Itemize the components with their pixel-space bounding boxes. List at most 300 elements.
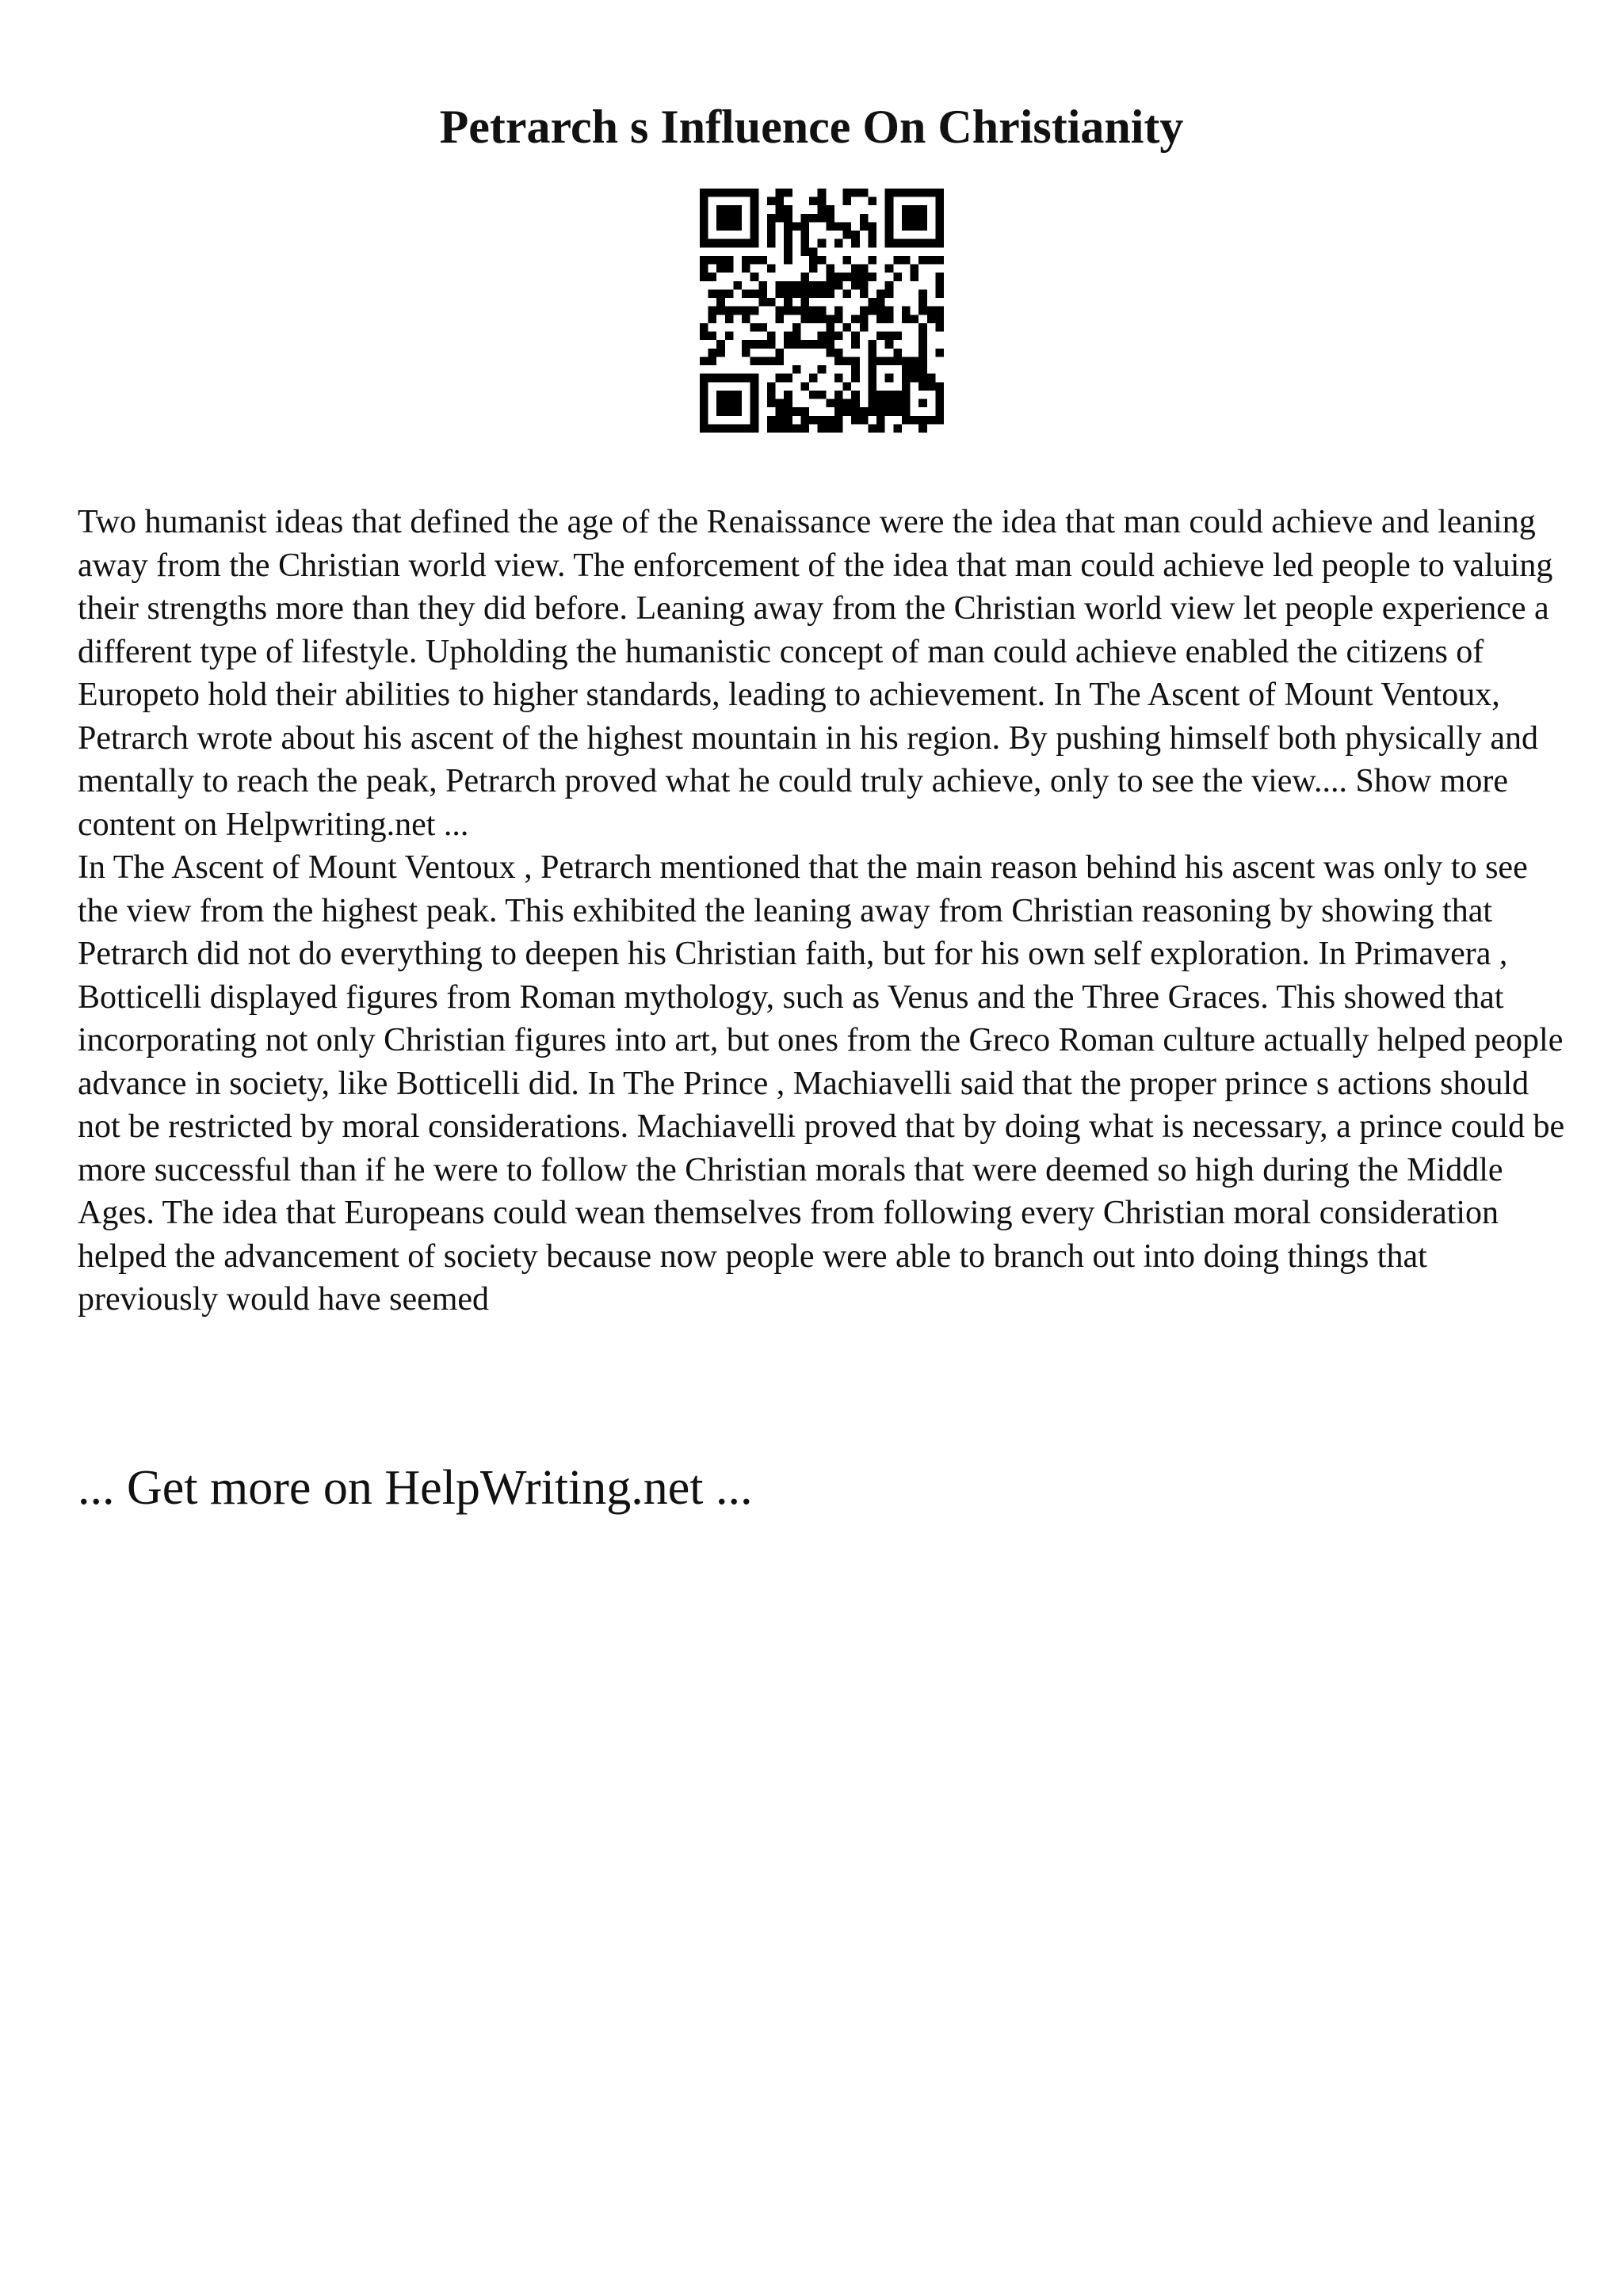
qr-module xyxy=(911,214,919,223)
qr-module xyxy=(776,281,785,290)
qr-module xyxy=(784,298,792,307)
qr-module xyxy=(792,424,801,433)
qr-module xyxy=(860,307,869,315)
qr-module xyxy=(860,281,869,290)
qr-module xyxy=(851,239,860,248)
qr-module xyxy=(868,197,876,206)
qr-module xyxy=(902,391,911,399)
qr-module xyxy=(700,205,708,214)
qr-module xyxy=(935,416,944,425)
qr-module xyxy=(893,273,902,281)
qr-module xyxy=(708,289,717,298)
qr-module xyxy=(911,239,919,248)
qr-module xyxy=(902,399,911,408)
qr-module xyxy=(800,315,809,323)
qr-module xyxy=(885,332,894,341)
qr-module xyxy=(708,256,717,265)
qr-module xyxy=(750,273,759,281)
qr-module xyxy=(935,391,944,399)
qr-module xyxy=(700,214,708,223)
qr-module xyxy=(834,391,843,399)
qr-module xyxy=(918,189,927,197)
qr-module xyxy=(725,256,734,265)
qr-module xyxy=(868,349,876,357)
qr-module xyxy=(851,399,860,408)
qr-module xyxy=(902,357,911,365)
qr-module xyxy=(758,357,767,365)
qr-module xyxy=(708,357,717,365)
qr-module xyxy=(911,222,919,231)
qr-module xyxy=(716,189,725,197)
qr-module xyxy=(826,416,834,425)
qr-module xyxy=(851,231,860,239)
qr-module xyxy=(750,222,759,231)
qr-module xyxy=(826,289,834,298)
qr-module xyxy=(834,349,843,357)
qr-module xyxy=(885,307,894,315)
qr-module xyxy=(834,357,843,365)
qr-module xyxy=(725,265,734,273)
qr-module xyxy=(708,332,717,341)
qr-module xyxy=(776,197,785,206)
qr-module xyxy=(826,424,834,433)
qr-module xyxy=(893,256,902,265)
qr-module xyxy=(911,357,919,365)
qr-module xyxy=(902,307,911,315)
qr-module xyxy=(843,189,852,197)
qr-module xyxy=(742,265,750,273)
qr-module xyxy=(902,189,911,197)
qr-module xyxy=(750,256,759,265)
qr-module xyxy=(809,307,818,315)
qr-module xyxy=(876,289,885,298)
qr-module xyxy=(809,374,818,383)
qr-module xyxy=(885,231,894,239)
qr-module xyxy=(885,357,894,365)
qr-module xyxy=(885,281,894,290)
qr-module xyxy=(834,416,843,425)
qr-module xyxy=(800,424,809,433)
qr-module xyxy=(767,391,776,399)
qr-module xyxy=(776,424,785,433)
qr-module xyxy=(868,231,876,239)
qr-module xyxy=(885,289,894,298)
qr-module xyxy=(700,332,708,341)
qr-module xyxy=(784,340,792,349)
qr-module xyxy=(700,222,708,231)
qr-module xyxy=(776,307,785,315)
qr-module xyxy=(918,307,927,315)
qr-module xyxy=(750,205,759,214)
qr-module xyxy=(716,239,725,248)
qr-module xyxy=(893,332,902,341)
qr-module xyxy=(742,340,750,349)
qr-module xyxy=(927,382,936,391)
qr-module xyxy=(758,323,767,332)
qr-module xyxy=(818,281,827,290)
qr-module xyxy=(918,382,927,391)
qr-module xyxy=(927,374,936,383)
qr-module xyxy=(700,256,708,265)
qr-module xyxy=(868,407,876,416)
qr-module xyxy=(918,399,927,408)
qr-module xyxy=(927,307,936,315)
qr-module xyxy=(750,424,759,433)
qr-module xyxy=(860,416,869,425)
qr-module xyxy=(800,340,809,349)
qr-module xyxy=(918,365,927,374)
qr-module xyxy=(800,407,809,416)
qr-module xyxy=(700,239,708,248)
qr-code-icon[interactable] xyxy=(700,189,944,433)
qr-module xyxy=(716,256,725,265)
qr-module xyxy=(868,399,876,408)
qr-module xyxy=(935,197,944,206)
qr-module xyxy=(716,424,725,433)
qr-module xyxy=(750,391,759,399)
qr-module xyxy=(918,205,927,214)
qr-module xyxy=(716,289,725,298)
qr-module xyxy=(758,256,767,265)
qr-module xyxy=(750,197,759,206)
qr-module xyxy=(911,205,919,214)
qr-module xyxy=(767,399,776,408)
qr-module xyxy=(792,407,801,416)
qr-module xyxy=(868,340,876,349)
qr-module xyxy=(918,222,927,231)
qr-module xyxy=(935,399,944,408)
qr-module xyxy=(860,214,869,223)
qr-module xyxy=(902,214,911,223)
qr-module xyxy=(776,315,785,323)
qr-module xyxy=(843,407,852,416)
qr-module xyxy=(834,407,843,416)
qr-module xyxy=(935,382,944,391)
qr-module xyxy=(876,315,885,323)
qr-module xyxy=(818,205,827,214)
qr-module xyxy=(843,399,852,408)
qr-module xyxy=(767,332,776,341)
qr-module xyxy=(800,382,809,391)
qr-module xyxy=(784,281,792,290)
qr-module xyxy=(860,407,869,416)
qr-module xyxy=(700,399,708,408)
qr-module xyxy=(784,307,792,315)
qr-module xyxy=(843,357,852,365)
qr-module xyxy=(750,289,759,298)
qr-module xyxy=(767,265,776,273)
qr-module xyxy=(826,273,834,281)
qr-module xyxy=(776,205,785,214)
qr-module xyxy=(902,374,911,383)
qr-module xyxy=(935,239,944,248)
qr-module xyxy=(784,332,792,341)
qr-module xyxy=(784,416,792,425)
qr-module xyxy=(767,416,776,425)
qr-module xyxy=(818,424,827,433)
qr-module xyxy=(708,273,717,281)
qr-module xyxy=(885,407,894,416)
qr-module xyxy=(733,374,742,383)
qr-module xyxy=(851,189,860,197)
qr-module xyxy=(708,189,717,197)
qr-module xyxy=(868,382,876,391)
qr-module xyxy=(716,214,725,223)
qr-module xyxy=(792,289,801,298)
qr-module xyxy=(826,349,834,357)
qr-module xyxy=(700,407,708,416)
qr-module xyxy=(742,256,750,265)
qr-module xyxy=(700,424,708,433)
qr-module xyxy=(834,332,843,341)
qr-module xyxy=(885,340,894,349)
qr-module xyxy=(868,256,876,265)
qr-module xyxy=(893,407,902,416)
qr-module xyxy=(851,416,860,425)
qr-module xyxy=(935,222,944,231)
qr-module xyxy=(708,307,717,315)
qr-module xyxy=(935,214,944,223)
qr-module xyxy=(700,357,708,365)
qr-module xyxy=(893,424,902,433)
qr-module xyxy=(716,407,725,416)
qr-module xyxy=(750,340,759,349)
qr-module xyxy=(843,231,852,239)
qr-module xyxy=(725,407,734,416)
qr-module xyxy=(800,214,809,223)
qr-module xyxy=(902,365,911,374)
qr-module xyxy=(868,391,876,399)
qr-module xyxy=(767,357,776,365)
qr-module xyxy=(902,222,911,231)
qr-module xyxy=(918,214,927,223)
qr-module xyxy=(860,289,869,298)
qr-module xyxy=(885,391,894,399)
qr-module xyxy=(843,222,852,231)
qr-module xyxy=(834,273,843,281)
qr-module xyxy=(700,391,708,399)
qr-module xyxy=(784,391,792,399)
qr-module xyxy=(918,357,927,365)
qr-module xyxy=(918,349,927,357)
qr-module xyxy=(927,239,936,248)
qr-module xyxy=(843,256,852,265)
qr-module xyxy=(876,307,885,315)
qr-module xyxy=(750,214,759,223)
qr-module xyxy=(876,424,885,433)
qr-module xyxy=(700,382,708,391)
qr-module xyxy=(818,315,827,323)
qr-module xyxy=(767,298,776,307)
qr-module xyxy=(834,399,843,408)
qr-module xyxy=(876,391,885,399)
qr-module xyxy=(733,391,742,399)
qr-module xyxy=(935,407,944,416)
qr-module xyxy=(725,424,734,433)
qr-module xyxy=(742,374,750,383)
qr-module xyxy=(826,214,834,223)
qr-module xyxy=(876,298,885,307)
qr-module xyxy=(725,374,734,383)
qr-module xyxy=(876,357,885,365)
qr-module xyxy=(725,307,734,315)
qr-module xyxy=(716,374,725,383)
qr-module xyxy=(784,289,792,298)
qr-module xyxy=(851,340,860,349)
qr-module xyxy=(834,307,843,315)
qr-module xyxy=(809,289,818,298)
qr-module xyxy=(927,315,936,323)
qr-module xyxy=(700,231,708,239)
qr-module xyxy=(885,315,894,323)
qr-module xyxy=(868,357,876,365)
qr-module xyxy=(716,349,725,357)
get-more-link[interactable]: ... Get more on HelpWriting.net ... xyxy=(78,1461,753,1515)
qr-module xyxy=(733,281,742,290)
qr-module xyxy=(935,256,944,265)
qr-module xyxy=(834,374,843,383)
qr-module xyxy=(742,349,750,357)
qr-module xyxy=(818,391,827,399)
qr-module xyxy=(776,289,785,298)
qr-module xyxy=(784,214,792,223)
qr-module xyxy=(927,189,936,197)
qr-module xyxy=(792,222,801,231)
qr-module xyxy=(750,357,759,365)
qr-module xyxy=(843,323,852,332)
qr-module xyxy=(935,323,944,332)
qr-module xyxy=(935,307,944,315)
qr-module xyxy=(733,205,742,214)
qr-module xyxy=(733,214,742,223)
qr-module xyxy=(742,424,750,433)
qr-module xyxy=(893,399,902,408)
qr-module xyxy=(767,239,776,248)
qr-module xyxy=(750,189,759,197)
qr-module xyxy=(935,349,944,357)
qr-module xyxy=(885,214,894,223)
qr-module xyxy=(758,298,767,307)
qr-module xyxy=(868,365,876,374)
qr-module xyxy=(700,374,708,383)
qr-module xyxy=(818,214,827,223)
qr-module xyxy=(708,349,717,357)
qr-module xyxy=(784,424,792,433)
qr-module xyxy=(800,416,809,425)
qr-module xyxy=(716,340,725,349)
qr-module xyxy=(818,239,827,248)
qr-module xyxy=(800,231,809,239)
qr-module xyxy=(851,374,860,383)
qr-module xyxy=(843,273,852,281)
qr-module xyxy=(851,332,860,341)
qr-module xyxy=(742,307,750,315)
qr-module xyxy=(818,189,827,197)
qr-module xyxy=(776,214,785,223)
qr-module xyxy=(809,265,818,273)
qr-module xyxy=(733,239,742,248)
qr-module xyxy=(767,424,776,433)
qr-module xyxy=(792,307,801,315)
qr-module xyxy=(733,407,742,416)
qr-module xyxy=(818,197,827,206)
qr-module xyxy=(927,256,936,265)
qr-module xyxy=(885,205,894,214)
qr-module xyxy=(792,323,801,332)
qr-module xyxy=(809,391,818,399)
qr-module xyxy=(818,340,827,349)
qr-module xyxy=(843,289,852,298)
qr-module xyxy=(700,323,708,332)
qr-module xyxy=(700,416,708,425)
qr-module xyxy=(860,273,869,281)
qr-module xyxy=(725,315,734,323)
qr-module xyxy=(809,315,818,323)
qr-module xyxy=(725,239,734,248)
qr-module xyxy=(767,214,776,223)
qr-module xyxy=(700,189,708,197)
qr-module xyxy=(834,424,843,433)
qr-module xyxy=(784,189,792,197)
qr-module xyxy=(911,189,919,197)
page-title: Petrarch s Influence On Christianity xyxy=(439,101,1184,153)
qr-module xyxy=(758,281,767,290)
qr-module xyxy=(927,416,936,425)
qr-module xyxy=(776,357,785,365)
qr-module xyxy=(750,407,759,416)
qr-module xyxy=(911,374,919,383)
qr-module xyxy=(742,189,750,197)
qr-module xyxy=(935,273,944,281)
qr-module xyxy=(868,374,876,383)
qr-module xyxy=(851,407,860,416)
qr-module xyxy=(860,189,869,197)
qr-module xyxy=(800,273,809,281)
qr-module xyxy=(911,365,919,374)
qr-module xyxy=(792,340,801,349)
qr-module xyxy=(851,357,860,365)
qr-module xyxy=(826,332,834,341)
qr-module xyxy=(918,256,927,265)
qr-module xyxy=(902,407,911,416)
qr-module xyxy=(716,205,725,214)
paragraph-2: In The Ascent of Mount Ventoux , Petrarch mentioned that the main reason behind his ascent was only to see the view from the highest peak. This exhibited the leaning away from Christian reasoning by showing that Petrarch did not do everything to deepen his Christian faith, but for his own self exploration. In Primavera , Botticelli displayed figures from Roman mythology, such as Venus and the Three Graces. This showed that incorporating not only Christian figures into art, but ones from the Greco Roman culture actually helped people advance in society, like Botticelli did. In The Prince , Machiavelli said that the proper prince s actions should not be restricted by moral considerations. Machiavelli proved that by doing what is necessary, a prince could be more successful than if he were to follow the Christian morals that were deemed so high during the Middle Ages. The idea that Europeans could wean themselves from following every Christian moral consideration helped the advancement of society because now people were able to branch out into doing things that previously would have seemed xyxy=(78,849,1565,1318)
qr-module xyxy=(935,289,944,298)
qr-module xyxy=(851,265,860,273)
qr-module xyxy=(935,189,944,197)
qr-module xyxy=(918,340,927,349)
qr-module xyxy=(902,205,911,214)
qr-module xyxy=(902,315,911,323)
qr-module xyxy=(809,416,818,425)
qr-module xyxy=(767,197,776,206)
qr-module xyxy=(708,424,717,433)
qr-module xyxy=(776,349,785,357)
qr-module xyxy=(918,323,927,332)
qr-module xyxy=(716,222,725,231)
qr-module xyxy=(851,365,860,374)
qr-module xyxy=(767,340,776,349)
qr-module xyxy=(800,307,809,315)
qr-module xyxy=(818,332,827,341)
qr-module xyxy=(851,391,860,399)
qr-module xyxy=(935,205,944,214)
qr-module xyxy=(826,340,834,349)
qr-module xyxy=(918,289,927,298)
qr-module xyxy=(700,265,708,273)
qr-module xyxy=(834,281,843,290)
qr-module xyxy=(885,197,894,206)
